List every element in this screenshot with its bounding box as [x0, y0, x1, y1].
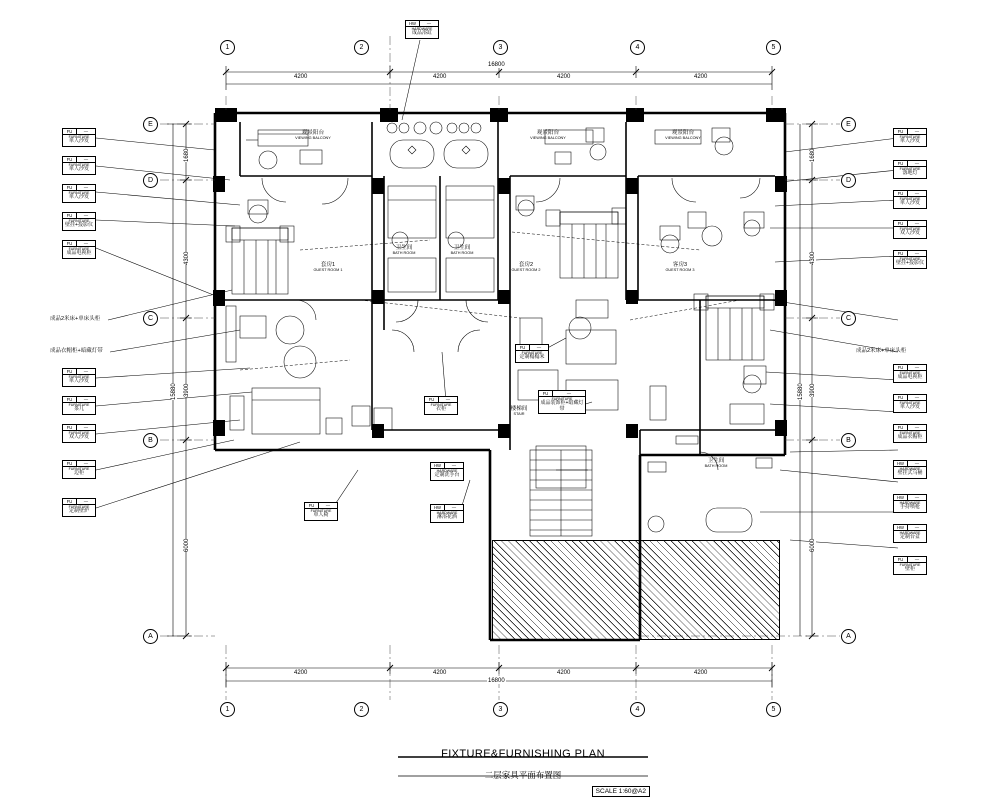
room-name-en: BATH ROOM	[450, 251, 474, 256]
tag-en: FURNITURE	[68, 431, 90, 435]
tag-left-5[interactable]	[62, 240, 96, 259]
room-name-en: GUEST ROOM 1	[313, 268, 343, 273]
room-label-viewing-balcony-2	[508, 130, 588, 141]
tag-right-12[interactable]	[893, 524, 927, 543]
grid-bubble-bottom-1	[220, 702, 235, 717]
room-name-cn: 观景阳台	[301, 130, 325, 136]
tag-left-9[interactable]	[62, 396, 96, 415]
grid-bubble-bottom-5	[766, 702, 781, 717]
dim-left-bay-3: 3900	[184, 383, 190, 397]
drawing-title-en: FIXTURE&FURNISHING PLAN	[441, 748, 605, 760]
tag-code: HW	[894, 495, 908, 500]
tag-dash: —	[914, 395, 920, 400]
tag-code: FU	[894, 161, 908, 166]
dim-top-bay-1: 4200	[294, 74, 308, 80]
tag-en: FURNITURE	[899, 563, 921, 567]
tag-inner-single-chair[interactable]	[304, 502, 338, 521]
tag-en: FURNITURE	[521, 351, 543, 355]
tag-en: FURNITURE	[899, 371, 921, 375]
grid-bubble-left-B	[143, 433, 158, 448]
grid-label: A	[148, 633, 153, 640]
tag-en: HARDWARE	[436, 469, 458, 473]
grid-bubble-top-1	[220, 40, 235, 55]
grid-bubble-right-A	[841, 629, 856, 644]
tag-cn: 单人沙发	[899, 404, 920, 411]
grid-label: 2	[359, 44, 364, 51]
tag-cn: 茶几	[73, 406, 84, 413]
tag-en: HARDWARE	[899, 531, 921, 535]
dim-left-bay-1: 1680	[184, 148, 190, 162]
tag-code: FU	[894, 191, 908, 196]
tag-dash: —	[914, 461, 920, 466]
tag-left-2[interactable]	[62, 156, 96, 175]
tag-dash: —	[83, 129, 89, 134]
dim-left-bay-2: 4300	[184, 251, 190, 265]
grid-bubble-top-2	[354, 40, 369, 55]
tag-cn: 单人沙发	[899, 138, 920, 145]
room-name-en: BATH ROOM	[392, 251, 416, 256]
tag-dash: —	[445, 397, 451, 402]
room-name-en: VIEWING BALCONY	[530, 136, 566, 141]
tag-code: FU	[63, 213, 77, 218]
grid-bubble-left-D	[143, 173, 158, 188]
grid-label: D	[147, 177, 154, 184]
tag-code: FU	[425, 397, 439, 402]
tag-code: HW	[894, 525, 908, 530]
dim-top-bay-2: 4200	[433, 74, 447, 80]
tag-en: FURNITURE	[68, 135, 90, 139]
grid-bubble-right-C	[841, 311, 856, 326]
tag-en: FURNITURE	[899, 227, 921, 231]
tag-dash: —	[914, 191, 920, 196]
tag-dash: —	[914, 425, 920, 430]
grid-bubble-top-5	[766, 40, 781, 55]
tag-cn: 单人沙发	[899, 200, 920, 207]
dim-top-bay-3: 4200	[557, 74, 571, 80]
tag-en: FURNITURE	[68, 467, 90, 471]
tag-inner-tatami[interactable]	[515, 344, 549, 363]
tag-en: FURNITURE	[68, 191, 90, 195]
grid-label: 1	[225, 44, 230, 51]
drawing-title-cn: 二层家具平面布置图	[484, 770, 562, 780]
tag-left-10[interactable]	[62, 424, 96, 443]
tag-dash: —	[536, 345, 542, 350]
room-name-cn: 观景阳台	[671, 130, 695, 136]
tag-cn: 定制榻榻米	[519, 354, 545, 361]
grid-label: E	[846, 121, 851, 128]
tag-code: FU	[894, 365, 908, 370]
grid-label: E	[148, 121, 153, 128]
grid-label: 5	[771, 44, 776, 51]
tag-cn: 单人椅	[313, 512, 329, 519]
grid-bubble-bottom-2	[354, 702, 369, 717]
tag-left-4[interactable]	[62, 212, 96, 231]
tag-right-8[interactable]	[893, 394, 927, 413]
tag-right-10[interactable]	[893, 460, 927, 479]
tag-dash: —	[914, 495, 920, 500]
tag-en: FURNITURE	[899, 401, 921, 405]
room-name-cn: 客房3	[672, 262, 688, 268]
room-label-stair	[495, 406, 543, 417]
tag-code: FU	[63, 129, 77, 134]
grid-label: C	[845, 315, 852, 322]
dim-right-bay-3: 3900	[810, 383, 816, 397]
grid-bubble-right-D	[841, 173, 856, 188]
grid-bubble-bottom-4	[630, 702, 645, 717]
tag-right-4[interactable]	[893, 220, 927, 239]
tag-code: FU	[894, 221, 908, 226]
grid-bubble-left-C	[143, 311, 158, 326]
room-name-en: VIEWING BALCONY	[665, 136, 701, 141]
tag-cn: 成品衣帽柜	[897, 434, 923, 441]
tag-dash: —	[914, 221, 920, 226]
grid-bubble-left-A	[143, 629, 158, 644]
tag-right-9[interactable]	[893, 424, 927, 443]
tag-right-7[interactable]	[893, 364, 927, 383]
grid-bubble-right-E	[841, 117, 856, 132]
tag-code: FU	[63, 499, 77, 504]
room-name-en: VIEWING BALCONY	[295, 136, 331, 141]
tag-dash: —	[566, 391, 572, 396]
room-name-en: GUEST ROOM 3	[665, 268, 695, 273]
tag-code: FU	[63, 369, 77, 374]
tag-dash: —	[83, 157, 89, 162]
room-name-cn: 卫生间	[395, 245, 413, 251]
tag-cn: 成品浴缸	[411, 30, 432, 37]
tag-dash: —	[83, 397, 89, 402]
tag-code: FU	[63, 157, 77, 162]
tag-cn: 衣柜	[435, 406, 446, 413]
tag-en: HARDWARE	[411, 27, 433, 31]
tag-dash: —	[914, 365, 920, 370]
grid-label: 5	[771, 706, 776, 713]
tag-cn: 单人沙发	[68, 378, 89, 385]
tag-cn: 双人沙发	[68, 434, 89, 441]
tag-en: FURNITURE	[899, 197, 921, 201]
tag-en: FURNITURE	[68, 403, 90, 407]
tag-left-3[interactable]	[62, 184, 96, 203]
tag-dash: —	[83, 499, 89, 504]
grid-bubble-top-3	[493, 40, 508, 55]
grid-bubble-right-B	[841, 433, 856, 448]
tag-en: FURNITURE	[899, 167, 921, 171]
grid-bubble-bottom-3	[493, 702, 508, 717]
dim-right-bay-4: 6000	[810, 538, 816, 552]
room-label-guest-room-1	[300, 262, 356, 273]
tag-dash: —	[83, 213, 89, 218]
tag-dash: —	[83, 425, 89, 430]
grid-bubble-left-E	[143, 117, 158, 132]
tag-dash: —	[914, 129, 920, 134]
tag-code: FU	[63, 425, 77, 430]
tag-en: FURNITURE	[899, 257, 921, 261]
room-name-cn: 套房2	[518, 262, 534, 268]
grid-label: 4	[635, 44, 640, 51]
tag-cn: 壁柜	[904, 566, 915, 573]
hatched-area	[492, 540, 780, 640]
tag-code: FU	[894, 557, 908, 562]
tag-cn: 边柜	[73, 470, 84, 477]
tag-en: FURNITURE	[899, 135, 921, 139]
tag-code: FU	[894, 251, 908, 256]
room-label-bathroom-2	[440, 245, 484, 256]
grid-label: 3	[498, 44, 503, 51]
tag-dash: —	[914, 525, 920, 530]
tag-left-6-note: 成品2米床+单床头柜	[50, 316, 101, 322]
tag-cn: 定制洗手台	[434, 472, 460, 479]
tag-code: FU	[516, 345, 530, 350]
grid-label: C	[147, 315, 154, 322]
tag-left-11[interactable]	[62, 460, 96, 479]
tag-inner-shower[interactable]	[430, 504, 464, 523]
tag-cn: 单人沙发	[68, 194, 89, 201]
tag-cn: 壁挂+投影仪	[896, 260, 924, 267]
tag-en: FURNITURE	[68, 505, 90, 509]
room-name-cn: 观景阳台	[536, 130, 560, 136]
tag-inner-bathtub[interactable]	[405, 20, 439, 39]
tag-en: HARDWARE	[436, 511, 458, 515]
tag-left-12[interactable]	[62, 498, 96, 517]
tag-en: FURNITURE	[68, 375, 90, 379]
tag-code: FU	[305, 503, 319, 508]
tag-cn: 定制壁炉	[68, 508, 89, 515]
room-name-cn: 套房1	[320, 262, 336, 268]
tag-cn: 成品电视柜	[66, 250, 92, 257]
tag-dash: —	[914, 557, 920, 562]
dim-left-total: 15880	[171, 383, 177, 400]
grid-label: 3	[498, 706, 503, 713]
title-block	[398, 748, 648, 795]
tag-dash: —	[914, 161, 920, 166]
tag-code: HW	[431, 463, 445, 468]
grid-label: B	[846, 437, 851, 444]
dim-left-bay-4: 6000	[184, 538, 190, 552]
room-label-viewing-balcony-1	[278, 130, 348, 141]
tag-en: FURNITURE	[430, 403, 452, 407]
tag-dash: —	[83, 185, 89, 190]
tag-dash: —	[451, 505, 457, 510]
tag-left-1[interactable]	[62, 128, 96, 147]
grid-label: 1	[225, 706, 230, 713]
room-name-cn: 卫生间	[707, 458, 725, 464]
tag-code: FU	[63, 241, 77, 246]
dim-bottom-bay-2: 4200	[433, 670, 447, 676]
tag-code: FU	[63, 397, 77, 402]
dim-bottom-bay-3: 4200	[557, 670, 571, 676]
tag-cn: 壁挂+投影仪	[65, 222, 93, 229]
tag-left-8[interactable]	[62, 368, 96, 387]
dim-right-total: 15880	[798, 383, 804, 400]
tag-cn: 成品电视柜	[897, 374, 923, 381]
room-name-en: STAIR	[513, 412, 525, 417]
tag-code: FU	[894, 395, 908, 400]
tag-right-5[interactable]	[893, 250, 927, 269]
dim-top-total: 16800	[488, 62, 505, 68]
tag-dash: —	[83, 241, 89, 246]
tag-code: FU	[63, 185, 77, 190]
grid-label: B	[148, 437, 153, 444]
tag-code: FU	[539, 391, 553, 396]
tag-code: HW	[406, 21, 420, 26]
tag-inner-wardrobe[interactable]	[424, 396, 458, 415]
room-label-bathroom-3	[692, 458, 740, 469]
tag-cn: 落地灯	[902, 170, 918, 177]
tag-en: FURNITURE	[68, 219, 90, 223]
grid-label: 4	[635, 706, 640, 713]
tag-dash: —	[83, 369, 89, 374]
tag-right-6-note: 成品2米床+单床头柜	[856, 348, 907, 354]
tag-cn: 成品装饰柜+暗藏灯带	[540, 400, 584, 412]
room-label-viewing-balcony-3	[648, 130, 718, 141]
tag-cn: 定制台盆	[899, 534, 920, 541]
tag-code: FU	[63, 461, 77, 466]
tag-cn: 手持喷枪	[899, 504, 920, 511]
dim-top-bay-4: 4200	[694, 74, 708, 80]
room-label-bathroom-1	[382, 245, 426, 256]
dim-bottom-total: 16800	[488, 678, 505, 684]
tag-code: HW	[894, 461, 908, 466]
tag-left-7-note: 成品衣帽柜+暗藏灯带	[50, 348, 103, 354]
tag-en: FURNITURE	[68, 247, 90, 251]
tag-cn: 单人沙发	[68, 166, 89, 173]
tag-cn: 单人沙发	[68, 138, 89, 145]
tag-dash: —	[83, 461, 89, 466]
scale-label: SCALE 1:60@A2	[592, 786, 650, 797]
room-name-en: BATH ROOM	[704, 464, 728, 469]
tag-inner-vanity[interactable]	[430, 462, 464, 481]
tag-en: HARDWARE	[899, 501, 921, 505]
grid-bubble-top-4	[630, 40, 645, 55]
tag-code: FU	[894, 425, 908, 430]
tag-dash: —	[325, 503, 331, 508]
tag-en: FURNITURE	[551, 397, 573, 401]
tag-right-13[interactable]	[893, 556, 927, 575]
room-label-guest-room-3	[652, 262, 708, 273]
tag-en: FURNITURE	[310, 509, 332, 513]
room-name-en: GUEST ROOM 2	[511, 268, 541, 273]
dim-bottom-bay-1: 4200	[294, 670, 308, 676]
tag-dash: —	[426, 21, 432, 26]
room-name-cn: 卫生间	[453, 245, 471, 251]
tag-en: FURNITURE	[899, 431, 921, 435]
room-label-guest-room-2	[498, 262, 554, 273]
tag-right-3[interactable]	[893, 190, 927, 209]
tag-right-11[interactable]	[893, 494, 927, 513]
tag-right-2[interactable]	[893, 160, 927, 179]
grid-label: A	[846, 633, 851, 640]
tag-cn: 双人沙发	[899, 230, 920, 237]
tag-inner-display-cabinet[interactable]	[538, 390, 586, 414]
tag-cn: 壁挂式马桶	[897, 470, 923, 477]
tag-dash: —	[451, 463, 457, 468]
dim-right-bay-1: 1680	[810, 148, 816, 162]
tag-en: HARDWARE	[899, 467, 921, 471]
tag-right-1[interactable]	[893, 128, 927, 147]
grid-label: D	[845, 177, 852, 184]
tag-code: FU	[894, 129, 908, 134]
dim-bottom-bay-4: 4200	[694, 670, 708, 676]
tag-code: HW	[431, 505, 445, 510]
tag-en: FURNITURE	[68, 163, 90, 167]
tag-dash: —	[914, 251, 920, 256]
tag-cn: 淋浴花洒	[436, 514, 457, 521]
room-name-cn: 楼梯间	[510, 406, 528, 412]
grid-label: 2	[359, 706, 364, 713]
dim-right-bay-2: 4300	[810, 251, 816, 265]
